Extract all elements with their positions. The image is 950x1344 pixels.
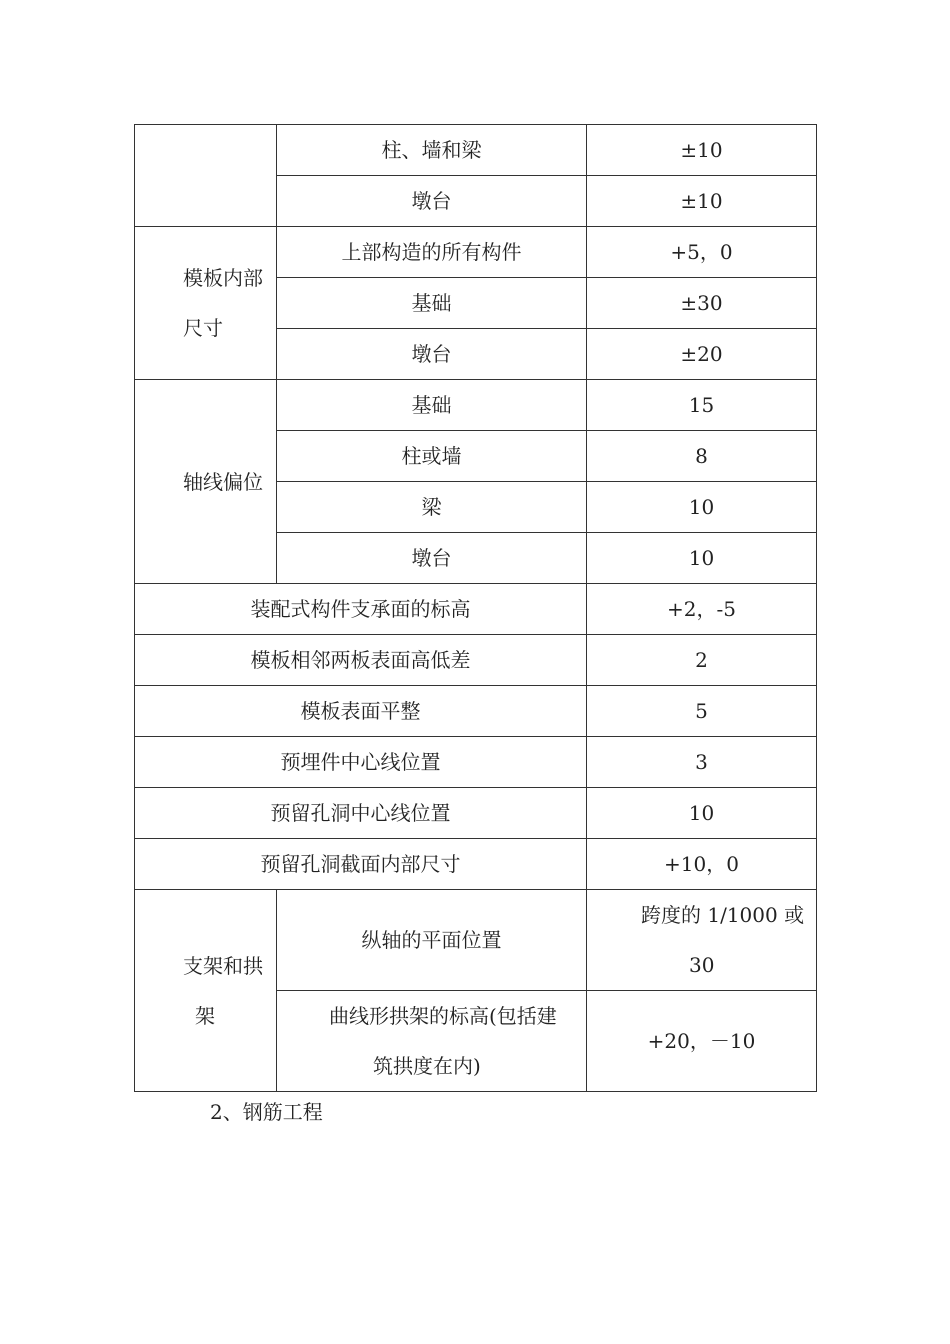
item-cell-merged: 预留孔洞中心线位置 <box>135 788 587 839</box>
value-cell: +2，-5 <box>587 584 817 635</box>
item-cell: 基础 <box>277 380 587 431</box>
item-cell-merged: 模板表面平整 <box>135 686 587 737</box>
table-row <box>135 737 817 788</box>
group-label-axis: 轴线偏位 <box>135 380 277 584</box>
value-cell: 15 <box>587 380 817 431</box>
group-label-formwork-inner <box>135 227 277 380</box>
value-line: 跨度的 1/1000 或 <box>641 903 805 927</box>
value-cell: ±30 <box>587 278 817 329</box>
table-row <box>135 686 817 737</box>
value-cell: +5，0 <box>587 227 817 278</box>
value-line: 30 <box>689 953 715 977</box>
table-row <box>135 227 817 278</box>
value-cell: ±10 <box>587 125 817 176</box>
item-line: 曲线形拱架的标高(包括建 <box>329 1004 557 1028</box>
item-cell: 墩台 <box>277 329 587 380</box>
value-cell: 5 <box>587 686 817 737</box>
table-row <box>135 635 817 686</box>
table-row <box>135 788 817 839</box>
item-cell: 墩台 <box>277 176 587 227</box>
section-heading: 2、钢筋工程 <box>210 1100 323 1124</box>
value-cell: 10 <box>587 482 817 533</box>
table-row <box>135 125 817 176</box>
value-cell: 3 <box>587 737 817 788</box>
group-label-support <box>135 890 277 1092</box>
item-cell: 柱或墙 <box>277 431 587 482</box>
table-row <box>135 380 817 431</box>
value-cell: ±10 <box>587 176 817 227</box>
item-cell <box>277 991 587 1092</box>
value-cell: ±20 <box>587 329 817 380</box>
table-row <box>135 584 817 635</box>
item-cell: 基础 <box>277 278 587 329</box>
value-cell: 10 <box>587 788 817 839</box>
item-cell: 墩台 <box>277 533 587 584</box>
value-cell <box>587 890 817 991</box>
table-row <box>135 890 817 991</box>
value-cell: 8 <box>587 431 817 482</box>
item-cell-merged: 模板相邻两板表面高低差 <box>135 635 587 686</box>
group-label-empty <box>135 125 277 227</box>
item-cell-merged: 预留孔洞截面内部尺寸 <box>135 839 587 890</box>
tolerance-table <box>134 124 817 1092</box>
table-row <box>135 839 817 890</box>
value-cell: +10，0 <box>587 839 817 890</box>
value-cell: 2 <box>587 635 817 686</box>
item-cell: 柱、墙和梁 <box>277 125 587 176</box>
item-cell: 梁 <box>277 482 587 533</box>
item-cell-merged: 预埋件中心线位置 <box>135 737 587 788</box>
group-label-line: 尺寸 <box>183 316 223 340</box>
item-cell: 上部构造的所有构件 <box>277 227 587 278</box>
item-cell-merged: 装配式构件支承面的标高 <box>135 584 587 635</box>
value-cell: 10 <box>587 533 817 584</box>
item-line: 筑拱度在内) <box>373 1054 481 1078</box>
group-label-line: 支架和拱 <box>183 953 263 978</box>
item-cell: 纵轴的平面位置 <box>277 890 587 991</box>
value-cell: +20，－10 <box>587 991 817 1092</box>
group-label-line: 模板内部 <box>183 266 263 290</box>
group-label-line: 架 <box>195 1003 215 1028</box>
